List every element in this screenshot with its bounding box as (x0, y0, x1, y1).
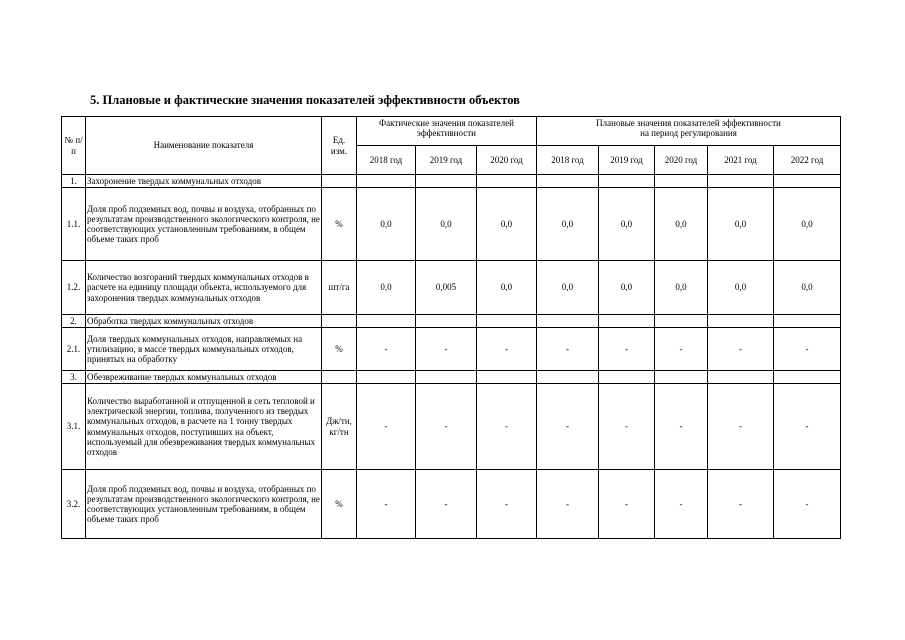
unit-cell: % (322, 470, 357, 539)
row-num: 1.1. (62, 188, 86, 261)
unit-cell: Дж/тн, кг/тн (322, 384, 357, 470)
value-cell: - (477, 384, 537, 470)
empty-cell (416, 371, 477, 384)
table-row (62, 470, 841, 539)
col-header-fact-2019: 2019 год (416, 146, 477, 175)
value-cell: 0,0 (655, 188, 708, 261)
empty-cell (655, 371, 708, 384)
empty-cell (708, 315, 774, 328)
value-cell: - (708, 384, 774, 470)
row-num: 2. (62, 315, 86, 328)
value-cell: 0,005 (416, 261, 477, 315)
value-cell: - (537, 328, 599, 371)
value-cell: 0,0 (416, 188, 477, 261)
empty-cell (322, 371, 357, 384)
section-row (62, 175, 841, 188)
value-cell: - (774, 328, 841, 371)
row-num: 1.2. (62, 261, 86, 315)
empty-cell (599, 175, 655, 188)
row-num: 3.2. (62, 470, 86, 539)
value-cell: - (416, 328, 477, 371)
table-row (62, 328, 841, 371)
empty-cell (357, 175, 416, 188)
value-cell: - (655, 470, 708, 539)
col-header-plan-2022: 2022 год (774, 146, 841, 175)
empty-cell (537, 315, 599, 328)
value-cell: 0,0 (655, 261, 708, 315)
unit-cell: % (322, 188, 357, 261)
value-cell: - (655, 328, 708, 371)
section-title: Обезвреживание твердых коммунальных отходов (86, 371, 322, 384)
section-title: Захоронение твердых коммунальных отходов (86, 175, 322, 188)
value-cell: 0,0 (708, 261, 774, 315)
value-cell: 0,0 (774, 188, 841, 261)
value-cell: - (537, 470, 599, 539)
empty-cell (774, 371, 841, 384)
value-cell: - (357, 470, 416, 539)
table-row (62, 188, 841, 261)
indicator-name: Доля твердых коммунальных отходов, направляемых на утилизацию, в массе твердых коммунальных отходов, принятых на обработку (86, 328, 322, 371)
value-cell: - (477, 470, 537, 539)
value-cell: 0,0 (357, 188, 416, 261)
section-title: Обработка твердых коммунальных отходов (86, 315, 322, 328)
empty-cell (774, 175, 841, 188)
indicator-name: Доля проб подземных вод, почвы и воздуха, отобранных по результатам производственного экологического контроля, не соответствующих установленным требованиям, в общем объеме таких проб (86, 470, 322, 539)
empty-cell (416, 315, 477, 328)
empty-cell (599, 371, 655, 384)
empty-cell (322, 175, 357, 188)
empty-cell (322, 315, 357, 328)
value-cell: - (599, 328, 655, 371)
indicators-table (61, 116, 841, 539)
empty-cell (655, 315, 708, 328)
empty-cell (477, 315, 537, 328)
col-header-unit: Ед. изм. (322, 117, 357, 175)
value-cell: - (357, 328, 416, 371)
col-header-fact-2018: 2018 год (357, 146, 416, 175)
col-group-plan-line1: Плановые значения показателей эффективности (596, 118, 781, 128)
value-cell: - (774, 470, 841, 539)
value-cell: 0,0 (599, 261, 655, 315)
empty-cell (537, 371, 599, 384)
value-cell: 0,0 (774, 261, 841, 315)
col-group-plan-line2: на период регулирования (640, 128, 737, 139)
value-cell: - (708, 328, 774, 371)
empty-cell (774, 315, 841, 328)
value-cell: - (599, 470, 655, 539)
col-header-plan-2018: 2018 год (537, 146, 599, 175)
value-cell: 0,0 (477, 188, 537, 261)
value-cell: - (537, 384, 599, 470)
empty-cell (655, 175, 708, 188)
empty-cell (708, 175, 774, 188)
unit-cell: % (322, 328, 357, 371)
empty-cell (537, 175, 599, 188)
value-cell: - (599, 384, 655, 470)
section-row (62, 315, 841, 328)
section-row (62, 371, 841, 384)
value-cell: 0,0 (357, 261, 416, 315)
empty-cell (599, 315, 655, 328)
value-cell: 0,0 (599, 188, 655, 261)
table-row (62, 261, 841, 315)
page-title: 5. Плановые и фактические значения показателей эффективности объектов (90, 93, 520, 107)
value-cell: - (774, 384, 841, 470)
value-cell: 0,0 (537, 261, 599, 315)
empty-cell (357, 315, 416, 328)
col-header-plan-2020: 2020 год (655, 146, 708, 175)
value-cell: - (655, 384, 708, 470)
value-cell: 0,0 (708, 188, 774, 261)
value-cell: - (708, 470, 774, 539)
value-cell: - (357, 384, 416, 470)
empty-cell (416, 175, 477, 188)
indicator-name: Количество возгораний твердых коммунальных отходов в расчете на единицу площади объекта, используемого для захоронения твердых коммунальных отходов (86, 261, 322, 315)
empty-cell (477, 371, 537, 384)
empty-cell (477, 175, 537, 188)
table-row (62, 384, 841, 470)
unit-cell: шт/га (322, 261, 357, 315)
value-cell: 0,0 (477, 261, 537, 315)
value-cell: - (416, 470, 477, 539)
col-header-num: № п/п (62, 117, 86, 175)
row-num: 1. (62, 175, 86, 188)
col-header-plan-2019: 2019 год (599, 146, 655, 175)
empty-cell (357, 371, 416, 384)
col-group-fact: Фактические значения показателей эффективности (357, 117, 537, 146)
indicator-name: Доля проб подземных вод, почвы и воздуха, отобранных по результатам производственного экологического контроля, не соответствующих установленным требованиям, в общем объеме таких проб (86, 188, 322, 261)
col-group-plan (537, 117, 841, 146)
col-header-name: Наименование показателя (86, 117, 322, 175)
empty-cell (708, 371, 774, 384)
value-cell: - (416, 384, 477, 470)
row-num: 2.1. (62, 328, 86, 371)
value-cell: - (477, 328, 537, 371)
value-cell: 0,0 (537, 188, 599, 261)
col-header-plan-2021: 2021 год (708, 146, 774, 175)
indicator-name: Количество выработанной и отпущенной в сеть тепловой и электрической энергии, топлива, полученного из твердых коммунальных отходов, в расчете на 1 тонну твердых коммунальных отходов, поступивших на объект, используемый для обезвреживания твердых коммунальных отходов (86, 384, 322, 470)
col-header-fact-2020: 2020 год (477, 146, 537, 175)
row-num: 3.1. (62, 384, 86, 470)
row-num: 3. (62, 371, 86, 384)
